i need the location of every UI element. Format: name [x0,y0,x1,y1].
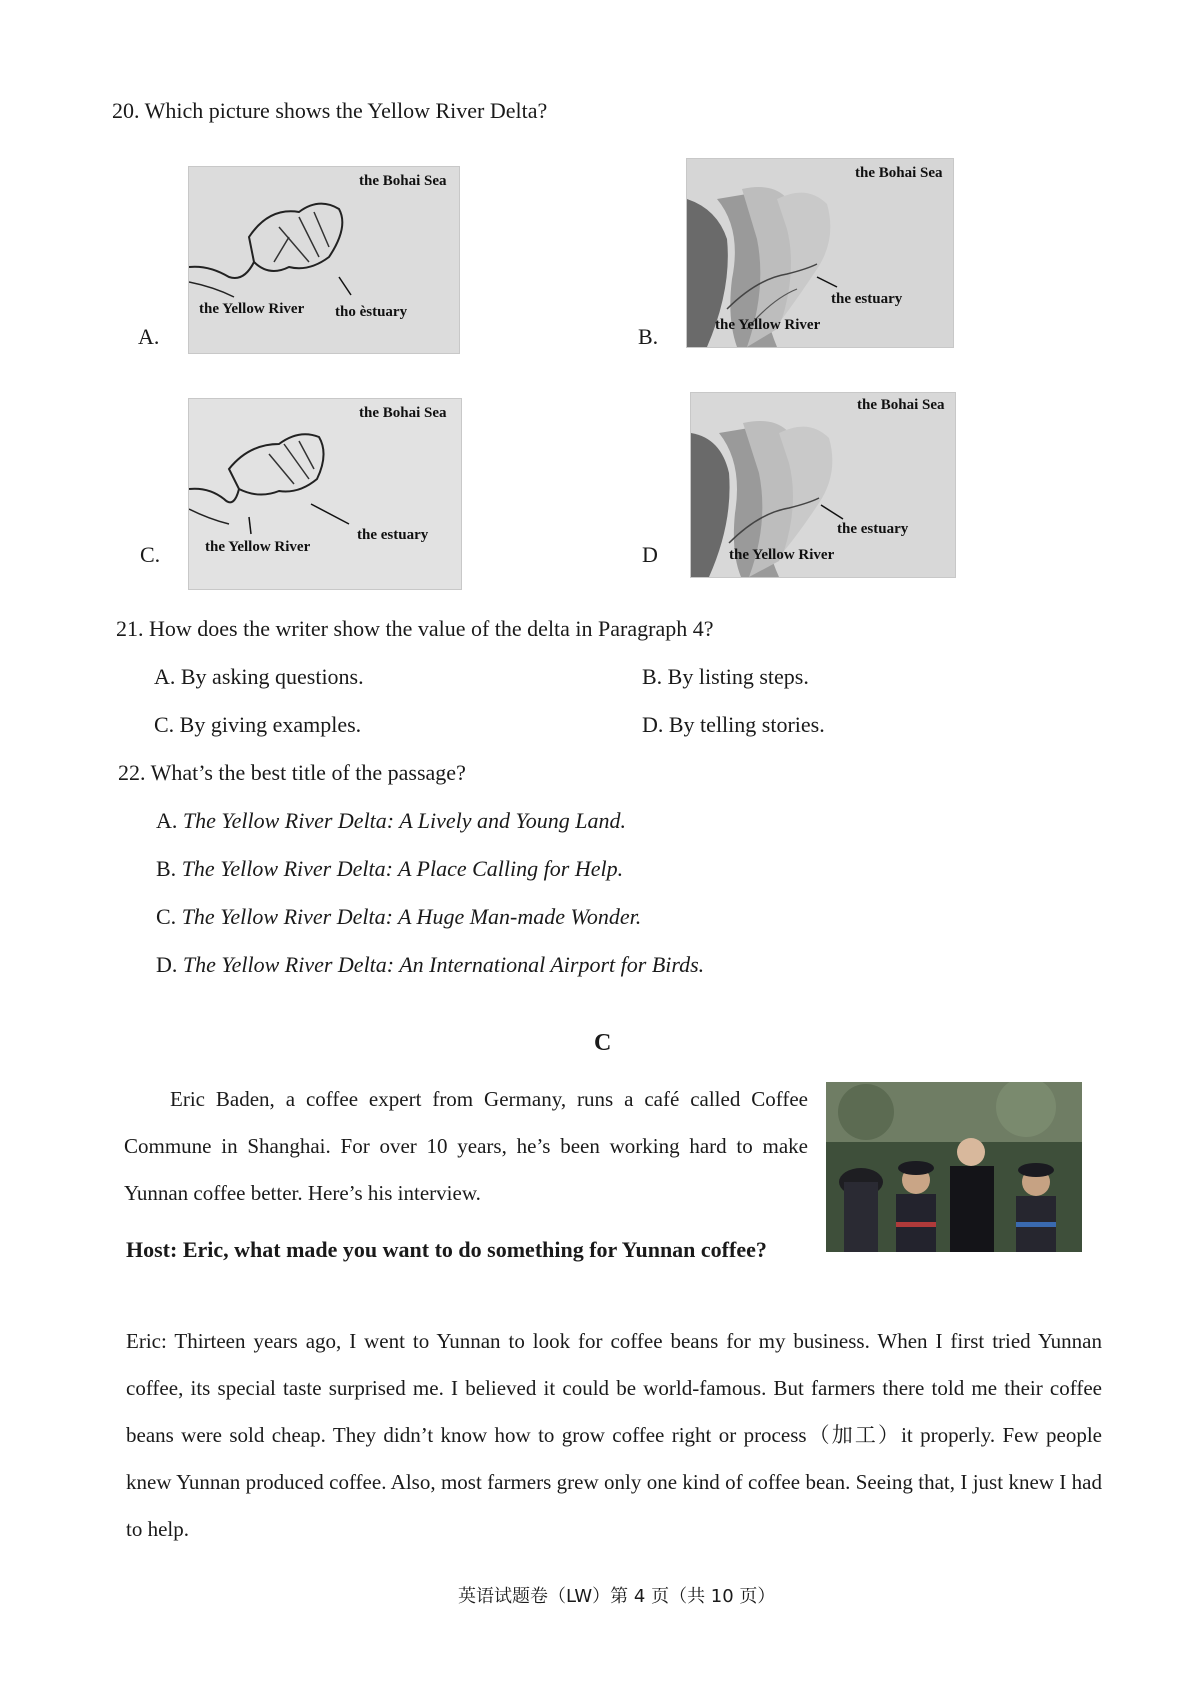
q21-option-d: D. By telling stories. [642,712,825,737]
estuary-label-a: tho èstuary [335,304,408,320]
river-label-c: the Yellow River [205,539,311,555]
q22-option-d-title: The Yellow River Delta: An International Airport for Birds. [182,952,705,977]
question-21: 21. How does the writer show the value of the delta in Paragraph 4? [116,616,714,641]
host-question: Host: Eric, what made you want to do something for Yunnan coffee? [126,1237,767,1262]
option-b-letter: B. [638,324,659,349]
map-option-d [690,392,956,578]
page-footer: 英语试题卷（LW）第 4 页（共 10 页） [458,1586,776,1607]
sea-label-d: the Bohai Sea [857,397,945,413]
eric-answer: Eric: Thirteen years ago, I went to Yunnan to look for coffee beans for my business. When I first tried Yunnan coffee, its special taste surprised me. I believed it could be world-famous. But farmers there told me their coffee beans were sold cheap. They didn’t know how to grow coffee right or process（加工）it properly. Few people knew Yunnan produced coffee. Also, most farmers grew only one kind of coffee bean. Seeing that, I just knew I had to help. [126,1329,1102,1541]
sea-label-b: the Bohai Sea [855,165,943,181]
q22-option-d-letter: D. [156,952,178,977]
sea-label-a: the Bohai Sea [359,173,447,189]
delta-outline-drawing-a [189,167,459,353]
map-option-b [686,158,954,348]
delta-outline-drawing-c [189,399,461,589]
estuary-label-b: the estuary [831,291,903,307]
q22-option-d [156,952,704,978]
q22-option-c [156,904,641,930]
estuary-label-c: the estuary [357,527,429,543]
q22-option-c-letter: C. [156,904,177,929]
q21-option-c: C. By giving examples. [154,712,362,737]
q22-option-b-letter: B. [156,856,177,881]
estuary-label-d: the estuary [837,521,909,537]
option-c-letter: C. [140,542,161,567]
q21-option-a: A. By asking questions. [154,664,364,689]
q22-option-a-letter: A. [156,808,178,833]
question-20: 20. Which picture shows the Yellow River Delta? [112,98,548,123]
photo-people-drawing [826,1082,1082,1252]
river-label-b: the Yellow River [715,317,821,333]
section-heading: C [594,1030,612,1056]
option-d-letter: D [642,542,658,567]
option-a-letter: A. [138,324,160,349]
q22-option-b [156,856,623,882]
river-label-a: the Yellow River [199,301,305,317]
interview-photo [826,1082,1082,1252]
intro-paragraph: Eric Baden, a coffee expert from Germany, runs a café called Coffee Commune in Shanghai. For over 10 years, he’s been working hard to make Yunnan coffee better. Here’s his interview. [124,1087,808,1205]
q22-option-b-title: The Yellow River Delta: A Place Calling for Help. [181,856,624,881]
q22-option-a-title: The Yellow River Delta: A Lively and Young Land. [182,808,626,833]
question-22: 22. What’s the best title of the passage? [118,760,466,785]
q22-option-c-title: The Yellow River Delta: A Huge Man-made Wonder. [181,904,642,929]
map-option-a [188,166,460,354]
map-option-c [188,398,462,590]
q21-option-b: B. By listing steps. [642,664,809,689]
q22-option-a [156,808,626,834]
river-label-d: the Yellow River [729,547,835,563]
sea-label-c: the Bohai Sea [359,405,447,421]
